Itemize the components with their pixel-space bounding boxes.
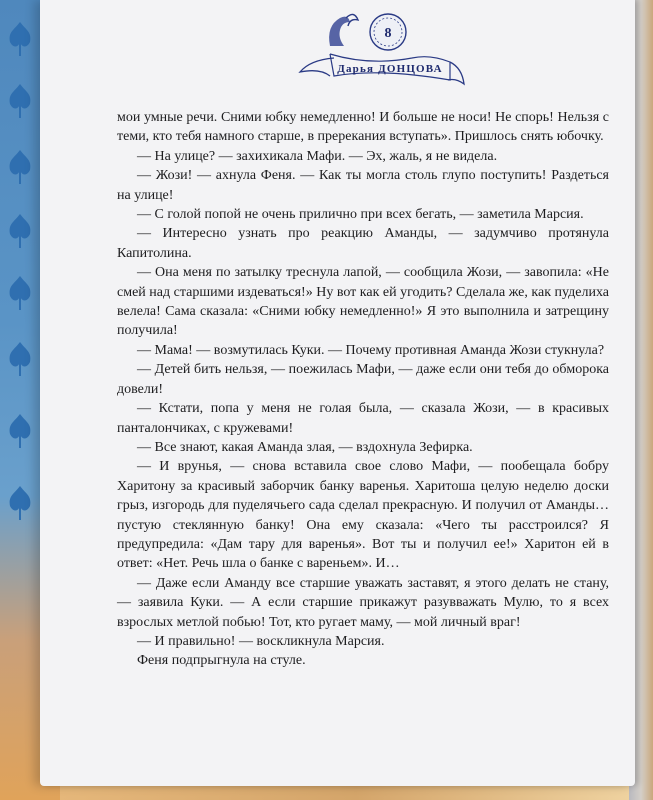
- paragraph: — Интересно узнать про реакцию Аманды, — задумчиво протянула Капитолина.: [117, 226, 609, 261]
- paragraph: Феня подпрыгнула на стуле.: [137, 653, 306, 669]
- flower-ornament-icon: [4, 80, 36, 120]
- running-header: [290, 6, 470, 106]
- flower-ornament-icon: [4, 338, 36, 378]
- flower-ornament-icon: [4, 482, 36, 522]
- paragraph: — Даже если Аманду все старшие уважать заставят, я этого делать не стану, — заявила Куки. — А если старшие прикажут разувважать Мулю, то я всех взрослых метлой побью! Тот, кто ругает маму, — мой личный враг!: [117, 575, 609, 630]
- flower-ornament-icon: [4, 18, 36, 58]
- paragraph: — На улице? — захихикала Мафи. — Эх, жаль, я не видела.: [137, 148, 498, 164]
- author-name: Дарья ДОНЦОВА: [337, 63, 443, 75]
- flower-ornament-icon: [4, 146, 36, 186]
- ribbon-top-line: [330, 54, 450, 62]
- paragraph: — Мама! — возмутилась Куки. — Почему противная Аманда Жози стукнула?: [137, 342, 605, 358]
- paragraph: — И врунья, — снова вставила свое слово Мафи, — пообещала бобру Харитону за красивый заборчик банку варенья. Харитоша целую неделю доски грыз, изгородь для пуделячьего сада сделал прекрасную. И получил от Аманды… пустую стеклянную банку! Она ему сказала: «Чего ты расстроился? Я предупредила: «Дам тару для варенья». Вот ты и получил ее!» Харитон ей в ответ: «Нет. Речь шла о банке с вареньем». И…: [117, 459, 609, 572]
- horse-ornament-icon: [329, 17, 350, 46]
- flower-ornament-icon: [4, 272, 36, 312]
- paragraph: — И правильно! — воскликнула Марсия.: [137, 633, 385, 649]
- paragraph: — С голой попой не очень прилично при всех бегать, — заметила Марсия.: [137, 207, 584, 223]
- body-text: [117, 108, 609, 671]
- paragraph: — Она меня по затылку треснула лапой, — сообщила Жози, — завопила: «Не смей над старшими издеваться!» Ну вот как ей угодить? Сделала же, как пуделиха велела! Сама сказала: «Сними юбку немедленно!» Я это выполнила и затрещину получила!: [117, 265, 609, 339]
- flower-ornament-icon: [4, 210, 36, 250]
- paragraph: — Все знают, какая Аманда злая, — вздохнула Зефирка.: [137, 439, 473, 455]
- paragraph: — Детей бить нельзя, — поежилась Мафи, — даже если они тебя до обморока довели!: [117, 362, 609, 397]
- flower-ornament-icon: [4, 410, 36, 450]
- paragraph: мои умные речи. Сними юбку немедленно! И больше не носи! Не спорь! Нельзя с теми, кто тебя намного старше, в пререкания вступать». Пришлось снять юбочку.: [117, 110, 609, 145]
- page-number: 8: [384, 26, 392, 41]
- paragraph: — Жози! — ахнула Феня. — Как ты могла столь глупо поступить! Раздеться на улице!: [117, 168, 609, 203]
- ribbon-curl-left: [300, 58, 334, 76]
- paragraph: — Кстати, попа у меня не голая была, — сказала Жози, — в красивых панталончиках, с кружевами!: [117, 401, 609, 436]
